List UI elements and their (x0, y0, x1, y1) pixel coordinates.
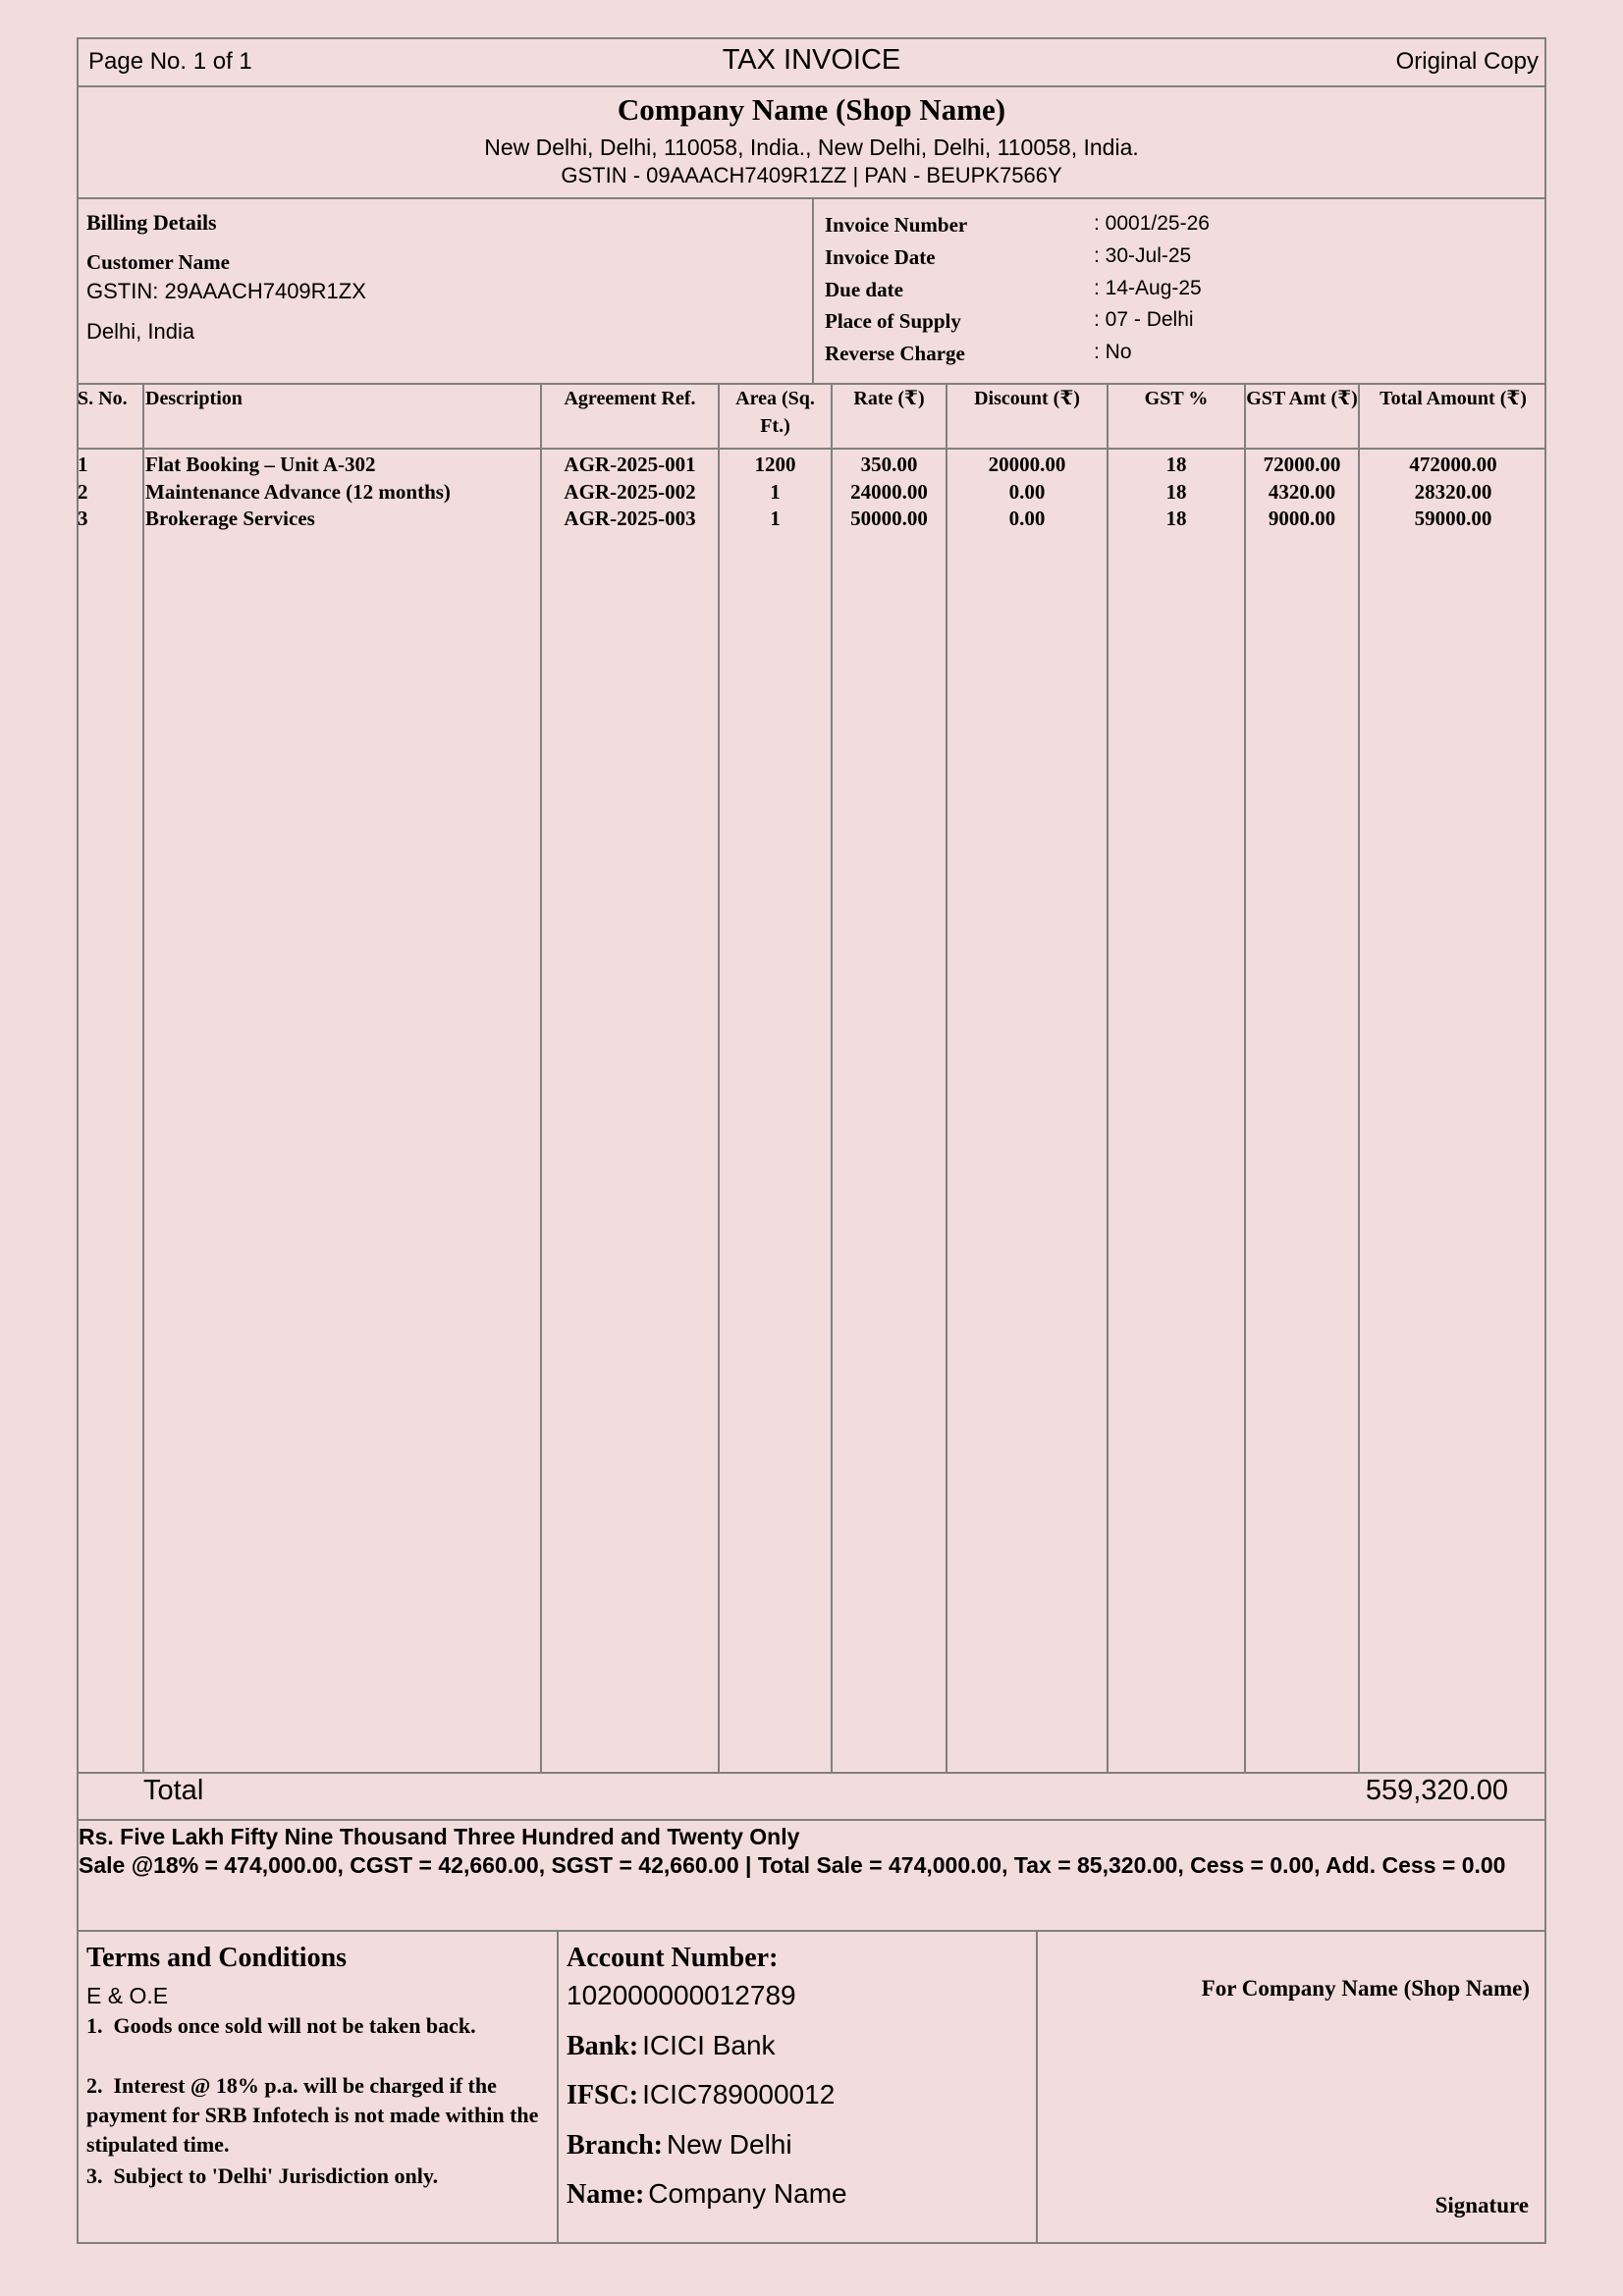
reverse-charge-label: Reverse Charge (825, 342, 965, 365)
invoice-number-label: Invoice Number (825, 213, 968, 237)
terms-item: 3. Subject to 'Delhi' Jurisdiction only. (86, 2163, 439, 2188)
col-header-gst-amount: GST Amt (₹) (1246, 388, 1358, 409)
col-header-total: Total Amount (₹) (1380, 388, 1527, 409)
col-header-gst-percent: GST % (1144, 388, 1209, 409)
branch-value: New Delhi (667, 2129, 792, 2160)
account-name-value: Company Name (648, 2178, 847, 2209)
table-row-agreement: AGR-2025-001 (564, 453, 696, 476)
col-divider (946, 383, 947, 1774)
items-table (77, 383, 1546, 1774)
table-row-rate: 24000.00 (850, 480, 928, 504)
table-row-rate: 50000.00 (850, 507, 928, 530)
col-header-agreement: Agreement Ref. (564, 388, 696, 409)
col-header-rate: Rate (₹) (853, 388, 925, 409)
table-row-area: 1 (770, 507, 781, 530)
ifsc-value: ICIC789000012 (642, 2079, 836, 2109)
col-divider (1244, 383, 1246, 1774)
col-divider (1358, 383, 1360, 1774)
account-number-value: 102000000012789 (567, 1980, 796, 2010)
ifsc-line (567, 2079, 835, 2111)
table-row-description: Maintenance Advance (12 months) (145, 480, 451, 504)
customer-location: Delhi, India (86, 319, 195, 344)
account-name-label: Name: (567, 2179, 645, 2210)
terms-item: 1. Goods once sold will not be taken back. (86, 2013, 476, 2038)
footer-divider (1036, 1930, 1038, 2244)
signature-label: Signature (1434, 2193, 1529, 2217)
col-header-area: Area (Sq. Ft.) (735, 388, 815, 437)
total-label: Total (143, 1775, 204, 1806)
tax-summary: Sale @18% = 474,000.00, CGST = 42,660.00, SGST = 42,660.00 | Total Sale = 474,000.00, Tax = 85,320.00, Cess = 0.00, Add. Cess = 0.00 (79, 1852, 1506, 1878)
for-company: For Company Name (Shop Name) (1201, 1976, 1530, 2001)
document-title: TAX INVOICE (722, 44, 901, 76)
table-row-sno: 1 (78, 453, 88, 476)
terms-heading: Terms and Conditions (86, 1943, 348, 1973)
table-row-gst-amount: 4320.00 (1268, 480, 1336, 504)
page-number: Page No. 1 of 1 (88, 48, 252, 75)
table-row-area: 1200 (754, 453, 796, 476)
place-of-supply-value: : 07 - Delhi (1094, 308, 1194, 331)
col-divider (718, 383, 720, 1774)
footer-divider (557, 1930, 559, 2244)
place-of-supply-label: Place of Supply (825, 309, 961, 333)
table-row-area: 1 (770, 480, 781, 504)
table-row-gst-percent: 18 (1165, 480, 1187, 504)
company-name: Company Name (Shop Name) (617, 92, 1006, 127)
table-row-total: 59000.00 (1414, 507, 1492, 530)
table-row-gst-percent: 18 (1165, 453, 1187, 476)
account-number-label: Account Number: (567, 1943, 779, 1973)
bank-name-line (567, 2030, 776, 2062)
branch-line (567, 2129, 792, 2162)
amount-in-words: Rs. Five Lakh Fifty Nine Thousand Three Hundred and Twenty Only (79, 1824, 800, 1849)
reverse-charge-value: : No (1094, 341, 1132, 363)
col-header-description: Description (145, 388, 243, 409)
billing-divider (812, 197, 814, 385)
customer-gstin: GSTIN: 29AAACH7409R1ZX (86, 279, 366, 303)
col-header-sno: S. No. (78, 388, 128, 409)
table-header-divider (77, 448, 1546, 450)
table-row-description: Brokerage Services (145, 507, 315, 530)
terms-eoe: E & O.E (86, 1983, 169, 2008)
col-divider (831, 383, 833, 1774)
table-row-gst-amount: 72000.00 (1263, 453, 1341, 476)
table-row-gst-amount: 9000.00 (1268, 507, 1336, 530)
ifsc-label: IFSC: (567, 2080, 639, 2110)
bank-label: Bank: (567, 2031, 639, 2061)
billing-heading: Billing Details (86, 210, 217, 235)
due-date-label: Due date (825, 278, 903, 301)
due-date-value: : 14-Aug-25 (1094, 277, 1202, 299)
total-amount: 559,320.00 (1365, 1775, 1508, 1806)
invoice-date-value: : 30-Jul-25 (1094, 244, 1192, 267)
col-divider (540, 383, 542, 1774)
table-row-sno: 3 (78, 507, 88, 530)
table-row-gst-percent: 18 (1165, 507, 1187, 530)
table-row-discount: 0.00 (1008, 507, 1046, 530)
table-row-agreement: AGR-2025-002 (564, 480, 696, 504)
branch-label: Branch: (567, 2130, 663, 2161)
invoice-number-value: : 0001/25-26 (1094, 212, 1210, 235)
company-address: New Delhi, Delhi, 110058, India., New Delhi, Delhi, 110058, India. (484, 134, 1139, 160)
terms-item: 2. Interest @ 18% p.a. will be charged if the payment for SRB Infotech is not made within the stipulated time. (86, 2073, 544, 2157)
company-ids: GSTIN - 09AAACH7409R1ZZ | PAN - BEUPK7566Y (561, 163, 1062, 187)
table-row-description: Flat Booking – Unit A-302 (145, 453, 376, 476)
table-row-sno: 2 (78, 480, 88, 504)
col-divider (142, 383, 144, 1774)
bank-value: ICICI Bank (642, 2030, 776, 2060)
table-row-total: 472000.00 (1409, 453, 1497, 476)
table-row-total: 28320.00 (1414, 480, 1492, 504)
col-divider (1107, 383, 1109, 1774)
invoice-date-label: Invoice Date (825, 245, 936, 269)
col-header-discount: Discount (₹) (974, 388, 1080, 409)
table-row-rate: 350.00 (860, 453, 918, 476)
table-row-discount: 20000.00 (988, 453, 1066, 476)
account-name-line (567, 2178, 847, 2211)
table-row-discount: 0.00 (1008, 480, 1046, 504)
copy-type: Original Copy (1395, 48, 1539, 75)
table-row-agreement: AGR-2025-003 (564, 507, 696, 530)
customer-name: Customer Name (86, 250, 230, 274)
